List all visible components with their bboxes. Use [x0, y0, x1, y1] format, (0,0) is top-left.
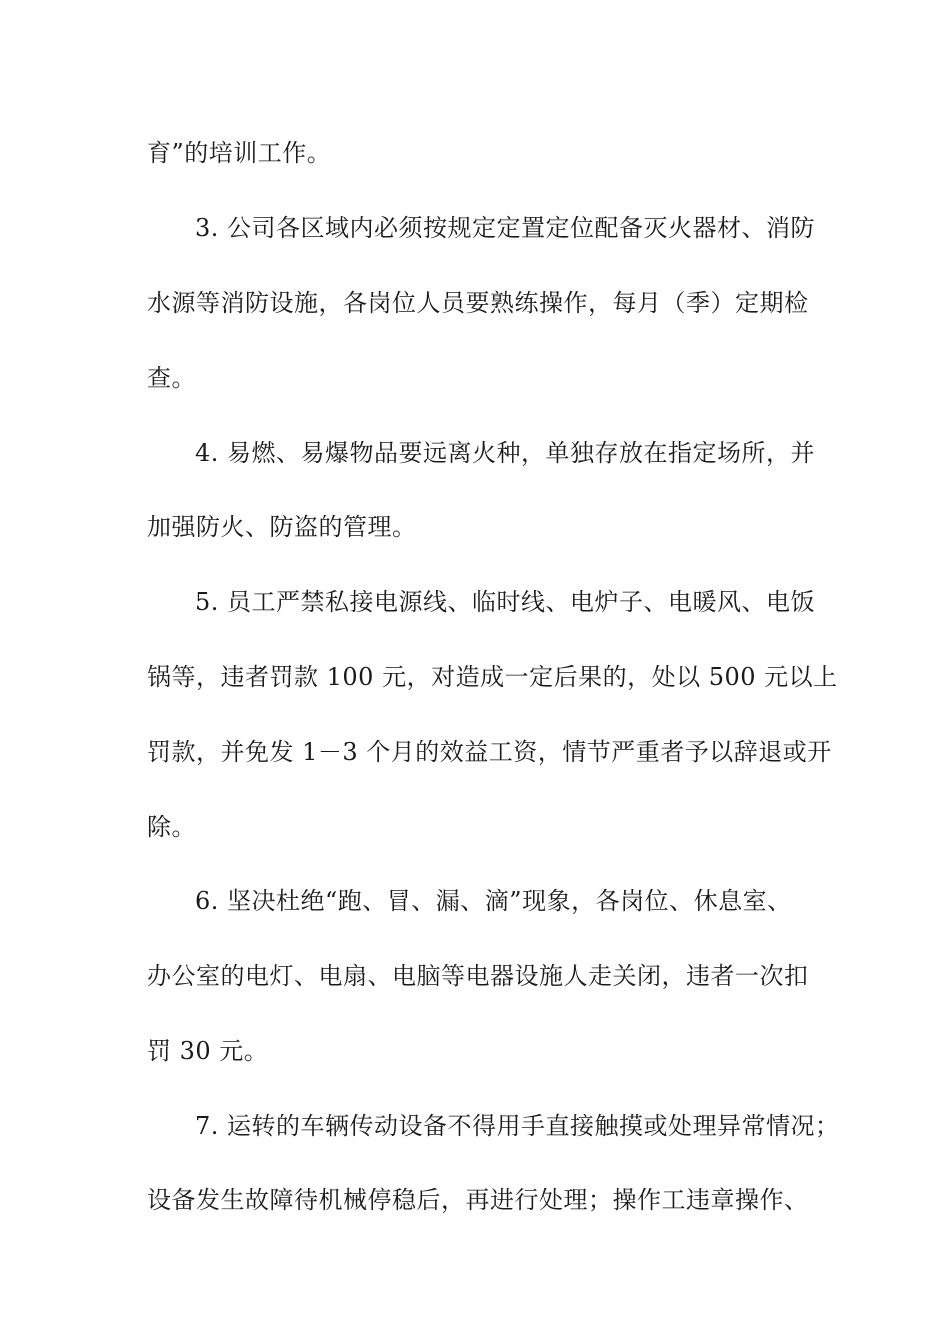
paragraph-line: 设备发生故障待机械停稳后，再进行处理；操作工违章操作、 [147, 1186, 809, 1214]
paragraph-line: 罚 30 元。 [147, 1037, 269, 1065]
paragraph-line: 锅等，违者罚款 100 元，对造成一定后果的，处以 500 元以上 [147, 663, 838, 691]
paragraph-line: 加强防火、防盗的管理。 [147, 513, 417, 541]
paragraph-line: 5. 员工严禁私接电源线、临时线、电炉子、电暖风、电饭 [195, 588, 816, 616]
paragraph-line: 7. 运转的车辆传动设备不得用手直接触摸或处理异常情况； [195, 1112, 840, 1140]
paragraph-line: 4. 易燃、易爆物品要远离火种，单独存放在指定场所，并 [195, 439, 816, 467]
paragraph-line: 办公室的电灯、电扇、电脑等电器设施人走关闭，违者一次扣 [147, 962, 809, 990]
paragraph-line: 除。 [147, 813, 196, 841]
paragraph-line: 查。 [147, 364, 196, 392]
paragraph-line: 育”的培训工作。 [147, 139, 332, 167]
paragraph-line: 6. 坚决杜绝“跑、冒、漏、滴”现象，各岗位、休息室、 [195, 887, 792, 915]
paragraph-line: 罚款，并免发 1－3 个月的效益工资，情节严重者予以辞退或开 [147, 738, 832, 766]
paragraph-line: 水源等消防设施，各岗位人员要熟练操作，每月（季）定期检 [147, 289, 809, 317]
paragraph-line: 3. 公司各区域内必须按规定定置定位配备灭火器材、消防 [195, 214, 816, 242]
